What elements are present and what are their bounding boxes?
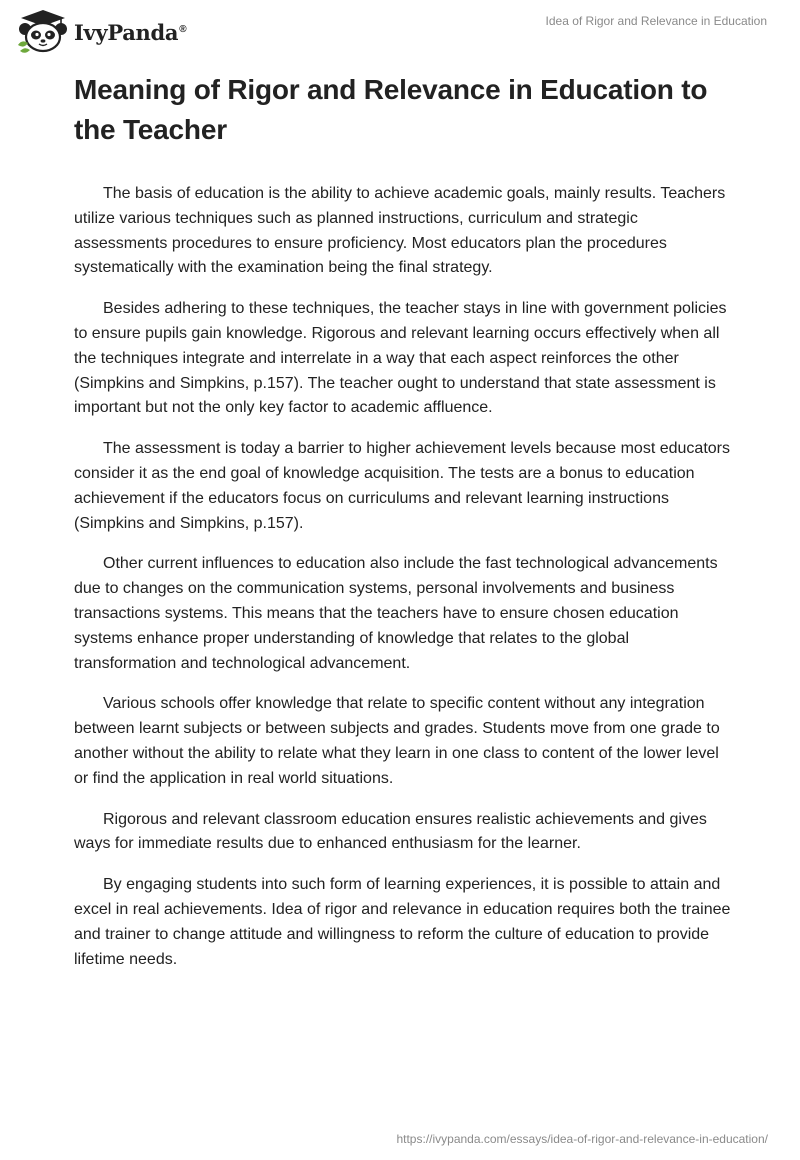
paragraph: Other current influences to education also include the fast technological advancements due to changes on the communication systems, personal involvements and business transactions systems. This means that the teachers have to ensure chosen education systems enhance proper understanding of knowledge that relates to the global transformation and technological advancement. bbox=[74, 555, 718, 672]
paragraph: Besides adhering to these techniques, the teacher stays in line with government policies to ensure pupils gain knowledge. Rigorous and relevant learning occurs effectively when all the techniques integrate and interrelate in a way that each aspect reinforces the other (Simpkins and Simpkins, p.157). The teacher ought to understand that state assessment is important but not the only key factor to academic affluence. bbox=[74, 300, 727, 417]
paragraph: The basis of education is the ability to achieve academic goals, mainly results. Teachers utilize various techniques such as planned instructions, curriculum and strategic assessments procedures to ensure proficiency. Most educators plan the procedures systematically with the examination being the final strategy. bbox=[74, 185, 726, 277]
page-title: Meaning of Rigor and Relevance in Education to the Teacher bbox=[74, 74, 708, 145]
page-header bbox=[0, 0, 800, 60]
paragraph: Rigorous and relevant classroom education ensures realistic achievements and gives ways for immediate results due to enhanced enthusiasm for the learner. bbox=[74, 810, 707, 853]
article bbox=[74, 70, 734, 988]
brand-name: IvyPanda® bbox=[74, 19, 187, 45]
paragraph: The assessment is today a barrier to higher achievement levels because most educators consider it as the end goal of knowledge acquisition. The tests are a bonus to education achievement if the educators focus on curriculums and relevant learning instructions (Simpkins and Simpkins, p.157). bbox=[74, 440, 730, 532]
document-title: Idea of Rigor and Relevance in Education bbox=[545, 14, 767, 28]
panda-graduate-icon bbox=[16, 9, 70, 55]
paragraph: Various schools offer knowledge that relate to specific content without any integration between learnt subjects or between subjects and grades. Students move from one grade to another without the ability to relate what they learn in one class to content of the lower level or find the application in real world situations. bbox=[74, 695, 720, 787]
brand-logo[interactable] bbox=[16, 9, 186, 55]
paragraph: By engaging students into such form of learning experiences, it is possible to attain and excel in real achievements. Idea of rigor and relevance in education requires both the trainee and trainer to change attitude and willingness to reform the culture of education to provide lifetime needs. bbox=[74, 876, 731, 968]
source-url-link[interactable]: https://ivypanda.com/essays/idea-of-rigor-and-relevance-in-education/ bbox=[396, 1132, 768, 1146]
